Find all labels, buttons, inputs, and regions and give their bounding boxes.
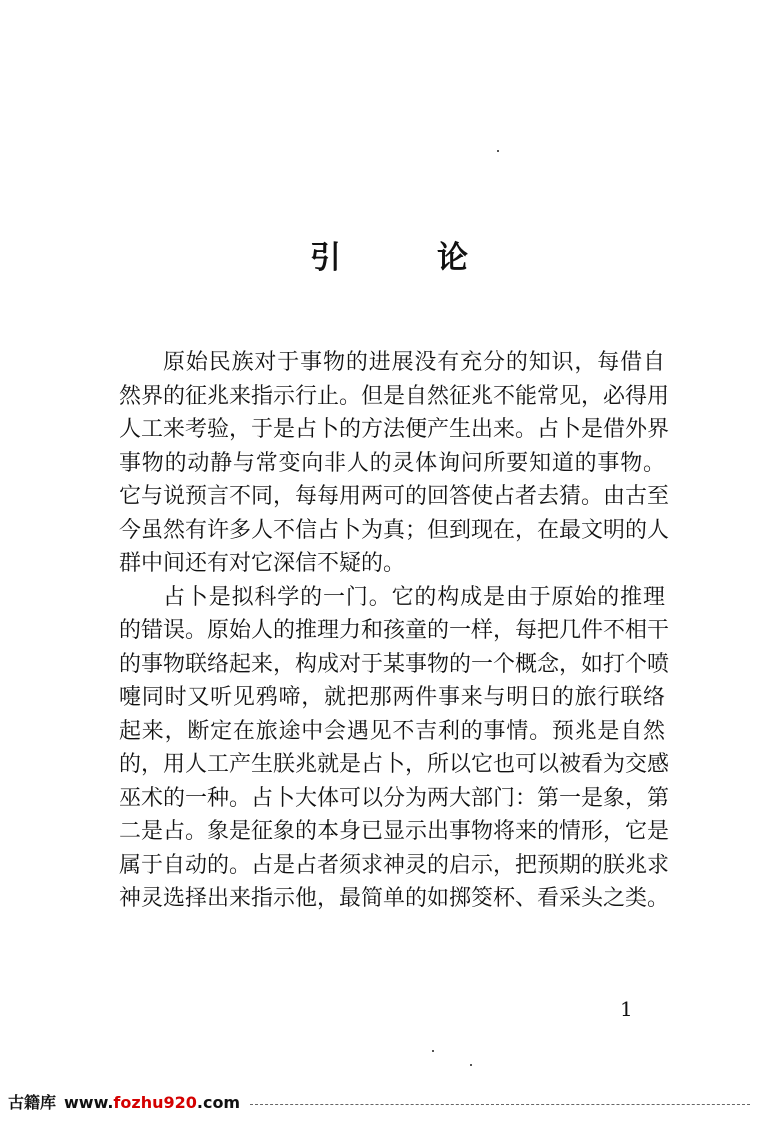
- chapter-title-char-2: 论: [437, 240, 468, 276]
- watermark-brand: 古籍库: [8, 1093, 57, 1112]
- text-line: 今虽然有许多人不信占卜为真；但到现在，在最文明的人: [119, 517, 670, 543]
- chapter-title: [0, 232, 778, 277]
- text-line: 原始民族对于事物的进展没有充分的知识，每借自: [163, 350, 665, 375]
- text-line: 嚏同时又听见鸦啼，就把那两件事来与明日的旅行联络: [119, 685, 665, 710]
- watermark-site-prefix: www.: [64, 1093, 114, 1112]
- text-line: 的，用人工产生朕兆就是占卜，所以它也可以被看为交感: [119, 752, 670, 777]
- text-line: 占卜是拟科学的一门。它的构成是由于原始的推理: [163, 584, 665, 610]
- text-line: 二是占。象是征象的本身已显示出事物将来的情形，它是: [119, 819, 670, 844]
- watermark: [8, 1090, 240, 1113]
- text-line: 的错误。原始人的推理力和孩童的一样，每把几件不相干: [119, 618, 670, 643]
- text-line: 它与说预言不同，每每用两可的回答使占者去猜。由古至: [119, 484, 670, 509]
- text-line: 神灵选择出来指示他，最简单的如掷筊杯、看采头之类。: [119, 886, 670, 911]
- scan-dash-rule: [250, 1104, 750, 1105]
- chapter-title-char-1: 引: [310, 240, 341, 276]
- text-line: 然界的征兆来指示行止。但是自然征兆不能常见，必得用: [119, 383, 670, 409]
- text-line: 事物的动静与常变向非人的灵体询问所要知道的事物。: [119, 450, 665, 476]
- text-line: 起来，断定在旅途中会遇见不吉利的事情。预兆是自然: [119, 718, 665, 744]
- text-line: 的事物联络起来，构成对于某事物的一个概念，如打个喷: [119, 651, 670, 677]
- text-line: 人工来考验，于是占卜的方法便产生出来。占卜是借外界: [119, 417, 670, 442]
- text-line: 群中间还有对它深信不疑的。: [119, 551, 406, 576]
- watermark-site-suffix: .com: [196, 1093, 241, 1112]
- body-text: [119, 346, 670, 916]
- text-line: 巫术的一种。占卜大体可以分为两大部门：第一是象，第: [119, 785, 670, 811]
- text-line: 属于自动的。占是占者须求神灵的启示，把预期的朕兆求: [119, 852, 670, 878]
- page-number: 1: [620, 997, 633, 1021]
- watermark-site-name: fozhu920: [113, 1093, 197, 1112]
